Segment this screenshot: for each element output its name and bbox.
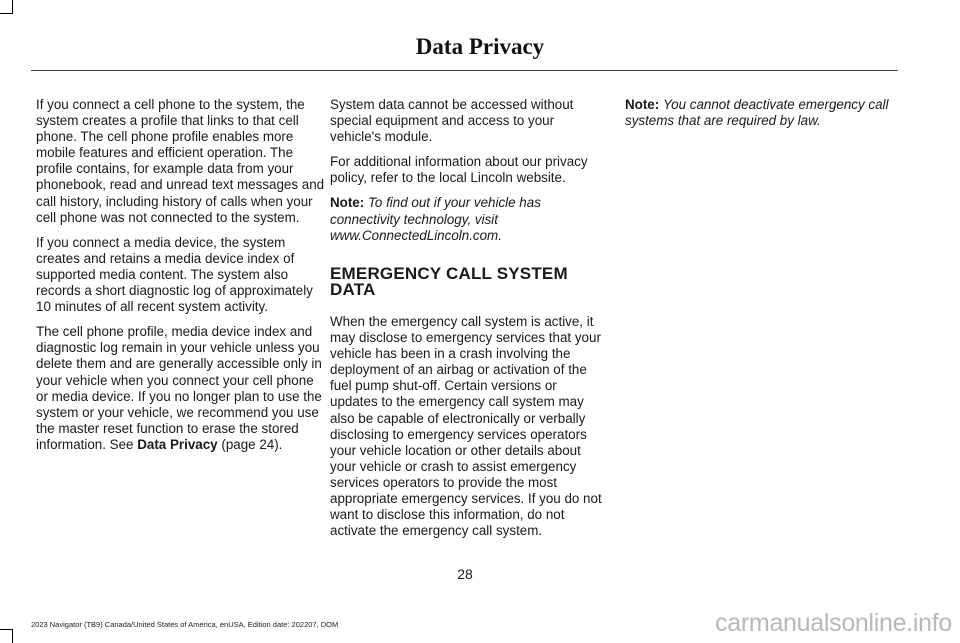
page-title: Data Privacy (415, 34, 545, 59)
paragraph: For additional information about our privacy policy, refer to the local Lincoln website. (330, 154, 588, 186)
paragraph: If you connect a media device, the system creates and retains a media device index of supported media content. The system also records a short diagnostic log of approximately 10 minutes of all recent system activity. (36, 234, 313, 315)
crop-mark-bottom-left-h (0, 629, 12, 630)
column-1 (36, 97, 326, 462)
watermark: carmanualsonline.info (715, 609, 952, 637)
paragraph: If you connect a cell phone to the system, the system creates a profile that links to that cell phone. The cell phone profile enables more mobile features and efficient operation. The profile contains, for example data from your phonebook, read and unread text messages and call history, including history of calls when your cell phone was not connected to the system. (36, 97, 325, 225)
note-text: You cannot deactivate emergency call systems that are required by law. (625, 97, 889, 129)
edition-info: 2023 Navigator (TB9) Canada/United States of America, enUSA, Edition date: 202207, DOM (31, 620, 339, 629)
paragraph-text: The cell phone profile, media device index and diagnostic log remain in your vehicle unless you delete them and are generally accessible only in your vehicle when you connect your cell phone or media device. If you no longer plan to use the system or your vehicle, we recommend you use the master reset function to erase the stored information. See (36, 324, 322, 452)
paragraph (36, 324, 326, 453)
note (625, 97, 900, 129)
column-2 (330, 97, 602, 548)
note-label: Note: (330, 195, 365, 211)
crop-mark-bottom-left-v (12, 629, 13, 643)
crop-mark-top-left-h (0, 13, 12, 14)
crop-mark-top-left-v (12, 0, 13, 14)
paragraph: When the emergency call system is active, it may disclose to emergency services that your vehicle has been in a crash involving the deployment of an airbag or activation of the fuel pump shut-off. Certain versions or updates to the emergency call system may also be capable of electronically or verbally disclosing to emergency services operators your vehicle location or other details about your vehicle or crash to assist emergency services operators to provide the most appropriate emergency services. If you do not want to disclose this information, do not activate the emergency call system. (330, 313, 602, 539)
section-heading: EMERGENCY CALL SYSTEM DATA (330, 263, 568, 299)
column-3 (625, 97, 900, 138)
page-number: 28 (457, 566, 473, 582)
page-reference: (page 24). (217, 436, 283, 452)
note-text: To find out if your vehicle has connectivity technology, visit www.ConnectedLincoln.com. (330, 195, 541, 243)
note-label: Note: (625, 97, 660, 112)
note (330, 195, 602, 243)
header-divider (31, 70, 898, 71)
cross-reference-link[interactable]: Data Privacy (137, 436, 218, 452)
paragraph: System data cannot be accessed without special equipment and access to your vehicle's module. (330, 97, 574, 145)
